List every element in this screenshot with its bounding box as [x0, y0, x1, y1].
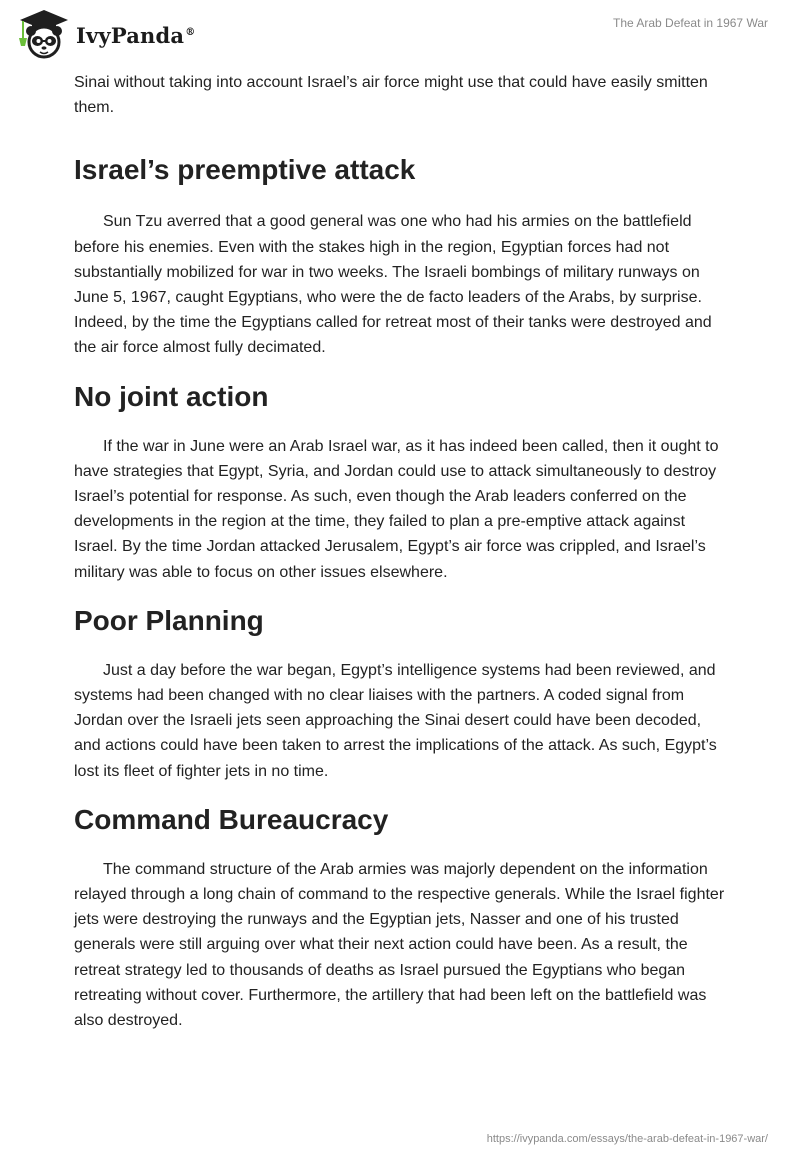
brand-name: IvyPanda®: [76, 22, 196, 48]
section-heading: Poor Planning: [74, 604, 264, 636]
section-paragraph: The command structure of the Arab armies was majorly dependent on the information relayed through a long chain of command to the respective generals. While the Israel fighter jets were destroying the runways and the Egyptian jets, Nasser and one of his trusted generals were still arguing over what their next action could have been. As a result, the retreat strategy led to thousands of deaths as Israel pursued the Egyptians who began retreating without cover. Furthermore, the artillery that had been left on the battlefield was also destroyed.: [74, 860, 725, 1030]
ivypanda-logo[interactable]: [14, 8, 195, 60]
source-url[interactable]: https://ivypanda.com/essays/the-arab-defeat-in-1967-war/: [486, 1133, 768, 1145]
article-body: [74, 70, 726, 1033]
panda-graduate-icon: [14, 8, 74, 60]
section-paragraph: Sun Tzu averred that a good general was one who had his armies on the battlefield before his enemies. Even with the stakes high in the region, Egyptian forces had not substantially mobilized for war in two weeks. The Israeli bombings of military runways on June 5, 1967, caught Egyptians, who were the de facto leaders of the Arabs, by surprise. Indeed, by the time the Egyptians called for retreat most of their tanks were destroyed and the air force almost fully decimated.: [74, 213, 712, 357]
section-heading: Israel’s preemptive attack: [74, 154, 416, 186]
section-heading: No joint action: [74, 380, 269, 412]
document-title: The Arab Defeat in 1967 War: [613, 16, 768, 30]
section-heading: Command Bureaucracy: [74, 803, 389, 835]
section-paragraph: If the war in June were an Arab Israel war, as it has indeed been called, then it ought to have strategies that Egypt, Syria, and Jordan could use to attack simultaneously to destroy Israel’s potential for response. As such, even though the Arab leaders conferred on the developments in the region at the time, they failed to plan a pre-emptive attack against Israel. By the time Jordan attacked Jerusalem, Egypt’s air force was crippled, and Israel’s military was able to focus on other issues elsewhere.: [74, 437, 719, 581]
section-paragraph: Just a day before the war began, Egypt’s intelligence systems had been reviewed, and systems had been changed with no clear liaises with the partners. A coded signal from Jordan over the Israeli jets seen approaching the Sinai desert could have been decoded, and actions could have been taken to arrest the implications of the attack. As such, Egypt’s lost its fleet of fighter jets in no time.: [74, 661, 717, 780]
intro-paragraph: Sinai without taking into account Israel’s air force might use that could have easily smitten them.: [74, 74, 708, 117]
